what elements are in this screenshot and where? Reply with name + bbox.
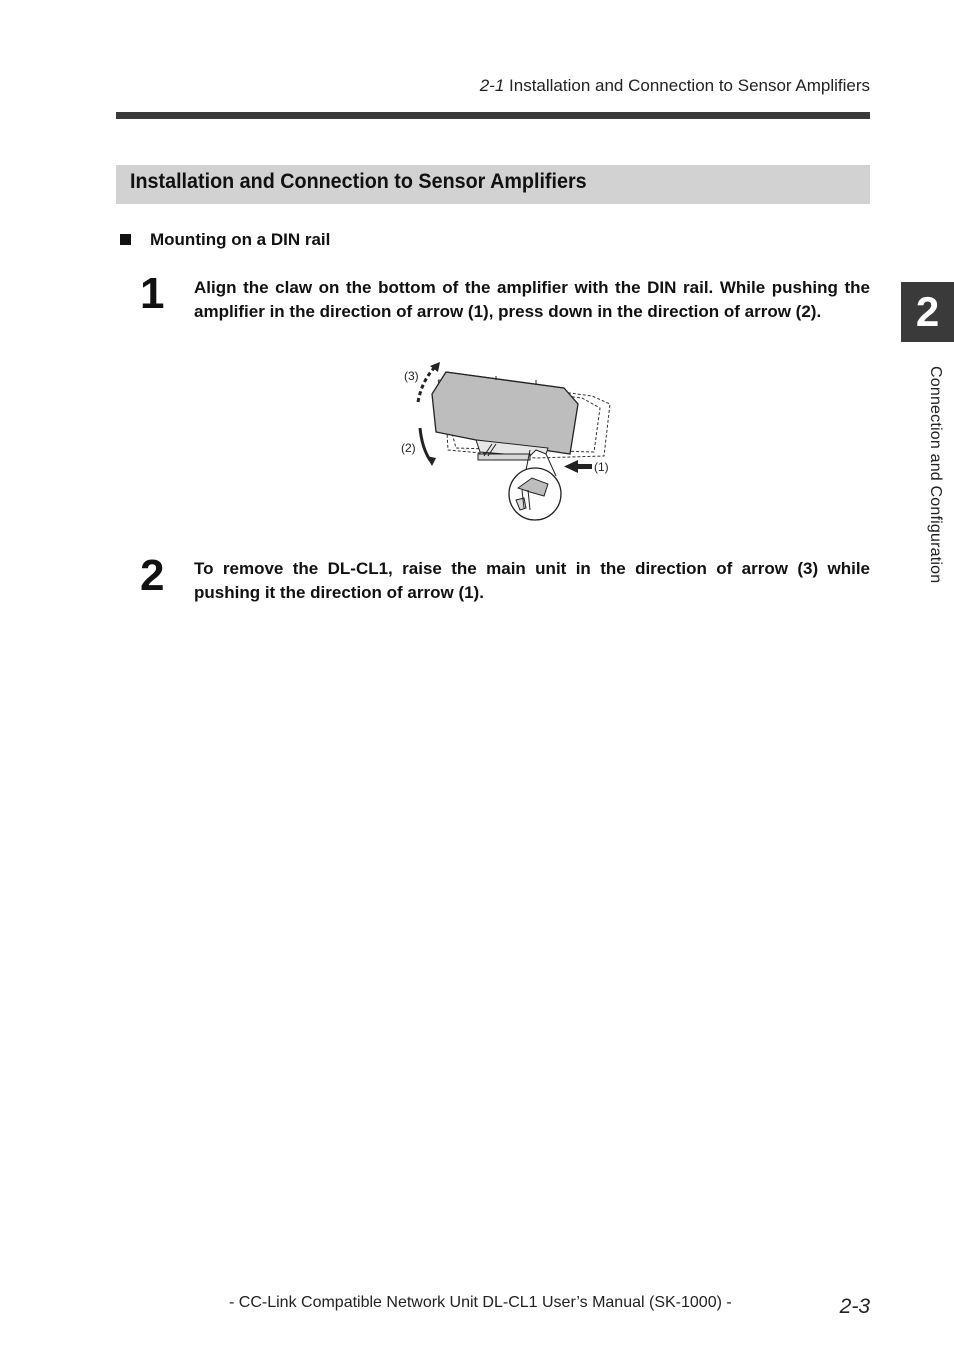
arrow-1-label: (1) [594, 460, 609, 474]
header-section-number: 2-1 [479, 76, 505, 95]
running-header [480, 76, 870, 96]
step-1-number: 1 [140, 269, 165, 318]
header-section-title: Installation and Connection to Sensor Amplifiers [509, 76, 870, 95]
step-2-text: To remove the DL-CL1, raise the main unit in the direction of arrow (3) while pushing it the direction of arrow (1). [194, 559, 870, 602]
footer-manual-title: - CC-Link Compatible Network Unit DL-CL1 User’s Manual (SK-1000) - [229, 1294, 732, 1311]
page-number: 2-3 [839, 1295, 870, 1318]
square-bullet-icon [120, 234, 131, 245]
chapter-tab: 2 [901, 282, 954, 342]
section-title: Installation and Connection to Sensor Amplifiers [130, 170, 587, 193]
chapter-side-label: Connection and Configuration [927, 366, 944, 584]
arrow-3-label: (3) [404, 369, 419, 383]
din-rail-mounting-figure [396, 358, 620, 526]
arrow-2-label: (2) [401, 441, 416, 455]
step-1-text: Align the claw on the bottom of the amplifier with the DIN rail. While pushing the amplifier in the direction of arrow (1), press down in the direction of arrow (2). [194, 278, 870, 321]
subsection-title: Mounting on a DIN rail [150, 230, 331, 249]
header-rule [116, 112, 870, 119]
step-2-number: 2 [140, 551, 165, 600]
